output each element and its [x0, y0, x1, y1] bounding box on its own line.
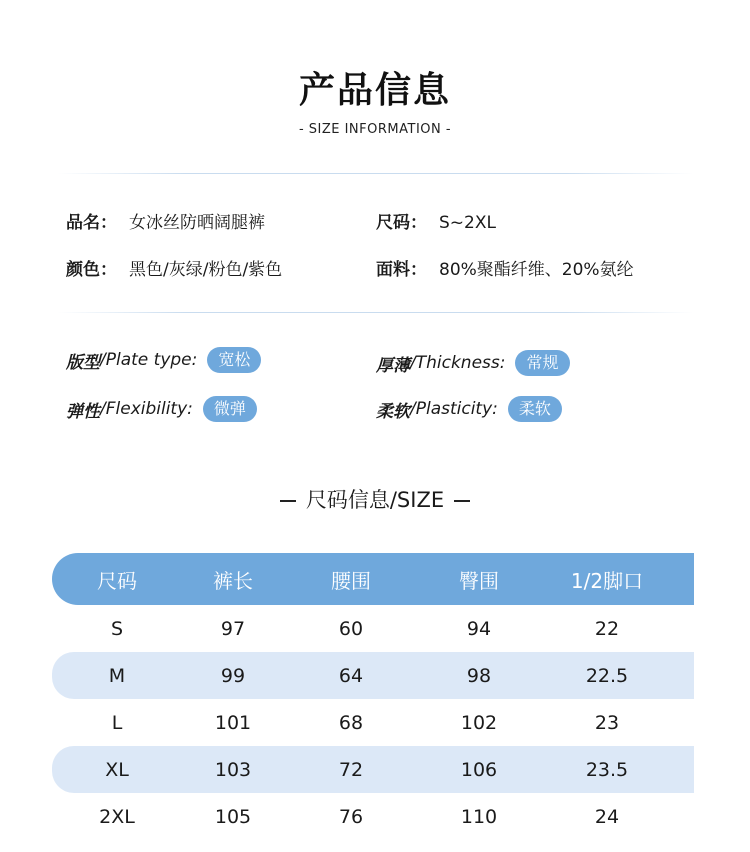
table-cell: 23.5: [585, 758, 629, 781]
dash-left: [280, 500, 296, 502]
table-cell: 22.5: [585, 664, 629, 687]
attr-badge: 常规: [515, 350, 569, 376]
size-table: [52, 553, 694, 840]
attr-key: 版型: [66, 352, 100, 373]
dash-right: [454, 500, 470, 502]
table-header-cell: 裤长: [213, 568, 253, 593]
attr-badge: 柔软: [508, 396, 562, 422]
table-cell: XL: [105, 758, 129, 781]
info-value: 80%聚酯纤维、20%氨纶: [439, 260, 634, 280]
table-cell: S: [110, 617, 124, 640]
table-cell: 22: [594, 617, 620, 640]
table-cell: 105: [214, 805, 252, 828]
attr-badge: 宽松: [207, 347, 261, 373]
info-value: 黑色/灰绿/粉色/紫色: [129, 260, 283, 280]
info-value: 女冰丝防晒阔腿裤: [129, 213, 265, 233]
attr-key: 弹性: [66, 401, 100, 422]
table-header-cell: 1/2脚口: [570, 568, 644, 593]
info-size-range: [376, 208, 496, 233]
table-cell: 2XL: [99, 805, 135, 828]
info-colors: [66, 255, 282, 280]
table-cell: 97: [220, 617, 246, 640]
page-title: 产品信息: [298, 70, 451, 111]
info-fabric: [376, 255, 634, 280]
table-row: [52, 793, 694, 840]
table-header-cell: 腰围: [331, 568, 371, 593]
divider-top: [58, 173, 693, 174]
table-cell: 76: [338, 805, 364, 828]
table-cell: 98: [466, 664, 492, 687]
info-value: S~2XL: [439, 213, 496, 233]
table-cell: 24: [594, 805, 620, 828]
attr-label: /Plasticity:: [410, 399, 498, 419]
table-row: [52, 699, 694, 746]
attr-key: 柔软: [376, 401, 410, 422]
table-cell: 102: [460, 711, 498, 734]
info-key: 品名：: [66, 213, 117, 233]
size-section-title: 尺码信息/SIZE: [305, 488, 445, 512]
info-key: 面料：: [376, 260, 427, 280]
table-cell: 94: [466, 617, 492, 640]
table-cell: 101: [214, 711, 252, 734]
table-cell: 103: [214, 758, 252, 781]
table-row: [52, 652, 694, 699]
attr-key: 厚薄: [376, 355, 410, 376]
table-cell: 106: [460, 758, 498, 781]
attr-label: /Flexibility:: [100, 399, 193, 419]
table-cell: 68: [338, 711, 364, 734]
attr-label: /Plate type:: [100, 350, 198, 370]
table-cell: 23: [594, 711, 620, 734]
table-header-cell: 尺码: [97, 568, 137, 593]
table-header-row: [52, 553, 694, 605]
table-cell: 60: [338, 617, 364, 640]
size-section-heading: [0, 484, 750, 514]
attr-plasticity: [376, 396, 562, 422]
attr-badge: 微弹: [203, 396, 257, 422]
table-row: [52, 605, 694, 652]
table-cell: 110: [460, 805, 498, 828]
table-row: [52, 746, 694, 793]
page-subtitle: - SIZE INFORMATION -: [298, 122, 452, 137]
table-cell: L: [111, 711, 123, 734]
attr-plate-type: [66, 347, 261, 373]
attr-label: /Thickness:: [410, 353, 506, 373]
info-key: 尺码：: [376, 213, 427, 233]
table-header-cell: 臀围: [459, 568, 499, 593]
divider-middle: [58, 312, 693, 313]
attr-flexibility: [66, 396, 257, 422]
table-cell: 72: [338, 758, 364, 781]
table-cell: M: [108, 664, 126, 687]
table-cell: 64: [338, 664, 364, 687]
info-product-name: [66, 208, 265, 233]
info-key: 颜色：: [66, 260, 117, 280]
table-cell: 99: [220, 664, 246, 687]
attr-thickness: [376, 350, 570, 376]
